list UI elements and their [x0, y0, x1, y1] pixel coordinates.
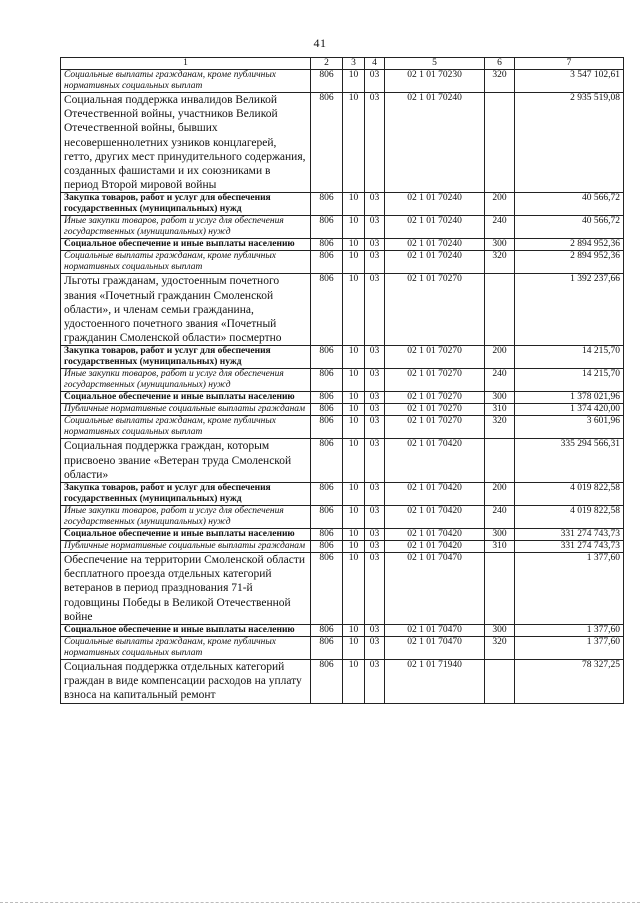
ministry-code: 806 — [311, 541, 343, 553]
target-article-code: 02 1 01 70420 — [385, 483, 485, 506]
table-row — [61, 483, 624, 506]
amount: 331 274 743,73 — [515, 541, 624, 553]
amount: 335 294 566,31 — [515, 439, 624, 483]
section-code: 10 — [343, 506, 365, 529]
item-name: Льготы гражданам, удостоенным почетного звания «Почетный гражданин Смоленской области», и членам семьи гражданина, удостоенного почетного звания «Почетный гражданин Смоленской области» посмертно — [61, 274, 311, 346]
table-row — [61, 216, 624, 239]
expense-type-code: 200 — [485, 483, 515, 506]
item-name: Социальное обеспечение и иные выплаты населению — [61, 625, 311, 637]
header-col-3: 3 — [343, 58, 365, 70]
header-col-4: 4 — [365, 58, 385, 70]
section-code: 10 — [343, 439, 365, 483]
amount: 3 547 102,61 — [515, 70, 624, 93]
table-row — [61, 439, 624, 483]
subsection-code: 03 — [365, 637, 385, 660]
scan-edge — [0, 898, 640, 903]
item-name: Публичные нормативные социальные выплаты гражданам — [61, 541, 311, 553]
table-row — [61, 541, 624, 553]
header-col-5: 5 — [385, 58, 485, 70]
table-row — [61, 529, 624, 541]
table-row — [61, 392, 624, 404]
subsection-code: 03 — [365, 625, 385, 637]
ministry-code: 806 — [311, 346, 343, 369]
expense-type-code: 300 — [485, 529, 515, 541]
table-row — [61, 274, 624, 346]
subsection-code: 03 — [365, 93, 385, 193]
item-name: Обеспечение на территории Смоленской области бесплатного проезда отдельных категорий ветеранов в период празднования 71-й годовщины Победы в Великой Отечественной войне — [61, 553, 311, 625]
target-article-code: 02 1 01 70240 — [385, 239, 485, 251]
ministry-code: 806 — [311, 439, 343, 483]
target-article-code: 02 1 01 70270 — [385, 416, 485, 439]
target-article-code: 02 1 01 70240 — [385, 216, 485, 239]
amount: 2 894 952,36 — [515, 251, 624, 274]
section-code: 10 — [343, 93, 365, 193]
target-article-code: 02 1 01 70240 — [385, 93, 485, 193]
section-code: 10 — [343, 392, 365, 404]
header-col-2: 2 — [311, 58, 343, 70]
section-code: 10 — [343, 251, 365, 274]
expense-type-code: 300 — [485, 625, 515, 637]
item-name: Социальное обеспечение и иные выплаты населению — [61, 239, 311, 251]
section-code: 10 — [343, 216, 365, 239]
budget-table — [60, 57, 624, 704]
ministry-code: 806 — [311, 274, 343, 346]
expense-type-code: 240 — [485, 216, 515, 239]
expense-type-code: 240 — [485, 506, 515, 529]
subsection-code: 03 — [365, 369, 385, 392]
section-code: 10 — [343, 346, 365, 369]
section-code: 10 — [343, 70, 365, 93]
target-article-code: 02 1 01 70270 — [385, 392, 485, 404]
table-row — [61, 506, 624, 529]
target-article-code: 02 1 01 70230 — [385, 70, 485, 93]
page-number: 41 — [313, 36, 327, 50]
amount: 4 019 822,58 — [515, 506, 624, 529]
amount: 1 374 420,00 — [515, 404, 624, 416]
table-row — [61, 369, 624, 392]
ministry-code: 806 — [311, 216, 343, 239]
target-article-code: 02 1 01 70240 — [385, 251, 485, 274]
section-code: 10 — [343, 483, 365, 506]
target-article-code: 02 1 01 70420 — [385, 541, 485, 553]
ministry-code: 806 — [311, 392, 343, 404]
item-name: Социальные выплаты гражданам, кроме публичных нормативных социальных выплат — [61, 251, 311, 274]
section-code: 10 — [343, 274, 365, 346]
section-code: 10 — [343, 660, 365, 704]
ministry-code: 806 — [311, 553, 343, 625]
amount: 2 935 519,08 — [515, 93, 624, 193]
subsection-code: 03 — [365, 239, 385, 251]
amount: 40 566,72 — [515, 193, 624, 216]
section-code: 10 — [343, 416, 365, 439]
item-name: Социальное обеспечение и иные выплаты населению — [61, 529, 311, 541]
table-row — [61, 93, 624, 193]
table-row — [61, 660, 624, 704]
amount: 1 377,60 — [515, 637, 624, 660]
subsection-code: 03 — [365, 346, 385, 369]
subsection-code: 03 — [365, 553, 385, 625]
section-code: 10 — [343, 404, 365, 416]
target-article-code: 02 1 01 70420 — [385, 439, 485, 483]
header-row — [61, 58, 624, 70]
ministry-code: 806 — [311, 625, 343, 637]
expense-type-code: 320 — [485, 416, 515, 439]
item-name: Социальная поддержка отдельных категорий граждан в виде компенсации расходов на уплату взноса на капитальный ремонт — [61, 660, 311, 704]
item-name: Социальная поддержка инвалидов Великой Отечественной войны, участников Великой Отечественной войны, бывших несовершеннолетних узников концлагерей, гетто, других мест принудительного содержания, созданных фашистами и их союзниками в период Второй мировой войны — [61, 93, 311, 193]
amount: 4 019 822,58 — [515, 483, 624, 506]
target-article-code: 02 1 01 70470 — [385, 553, 485, 625]
expense-type-code: 310 — [485, 541, 515, 553]
expense-type-code — [485, 93, 515, 193]
section-code: 10 — [343, 553, 365, 625]
table-row — [61, 637, 624, 660]
ministry-code: 806 — [311, 93, 343, 193]
subsection-code: 03 — [365, 193, 385, 216]
subsection-code: 03 — [365, 251, 385, 274]
amount: 1 392 237,66 — [515, 274, 624, 346]
ministry-code: 806 — [311, 416, 343, 439]
amount: 3 601,96 — [515, 416, 624, 439]
item-name: Закупка товаров, работ и услуг для обеспечения государственных (муниципальных) нужд — [61, 483, 311, 506]
subsection-code: 03 — [365, 392, 385, 404]
amount: 78 327,25 — [515, 660, 624, 704]
subsection-code: 03 — [365, 70, 385, 93]
target-article-code: 02 1 01 70420 — [385, 506, 485, 529]
target-article-code: 02 1 01 70270 — [385, 274, 485, 346]
amount: 1 378 021,96 — [515, 392, 624, 404]
subsection-code: 03 — [365, 529, 385, 541]
subsection-code: 03 — [365, 404, 385, 416]
item-name: Социальное обеспечение и иные выплаты населению — [61, 392, 311, 404]
section-code: 10 — [343, 369, 365, 392]
subsection-code: 03 — [365, 506, 385, 529]
header-col-6: 6 — [485, 58, 515, 70]
expense-type-code: 300 — [485, 239, 515, 251]
item-name: Иные закупки товаров, работ и услуг для обеспечения государственных (муниципальных) нужд — [61, 216, 311, 239]
amount: 14 215,70 — [515, 346, 624, 369]
ministry-code: 806 — [311, 404, 343, 416]
table-body — [61, 70, 624, 704]
amount: 14 215,70 — [515, 369, 624, 392]
ministry-code: 806 — [311, 529, 343, 541]
item-name: Закупка товаров, работ и услуг для обеспечения государственных (муниципальных) нужд — [61, 346, 311, 369]
item-name: Социальные выплаты гражданам, кроме публичных нормативных социальных выплат — [61, 70, 311, 93]
target-article-code: 02 1 01 70270 — [385, 346, 485, 369]
target-article-code: 02 1 01 70470 — [385, 637, 485, 660]
expense-type-code: 320 — [485, 251, 515, 274]
expense-type-code — [485, 553, 515, 625]
item-name: Иные закупки товаров, работ и услуг для обеспечения государственных (муниципальных) нужд — [61, 369, 311, 392]
ministry-code: 806 — [311, 193, 343, 216]
table-row — [61, 251, 624, 274]
item-name: Социальные выплаты гражданам, кроме публичных нормативных социальных выплат — [61, 416, 311, 439]
subsection-code: 03 — [365, 439, 385, 483]
subsection-code: 03 — [365, 660, 385, 704]
expense-type-code: 200 — [485, 193, 515, 216]
ministry-code: 806 — [311, 70, 343, 93]
ministry-code: 806 — [311, 483, 343, 506]
target-article-code: 02 1 01 70420 — [385, 529, 485, 541]
subsection-code: 03 — [365, 216, 385, 239]
expense-type-code: 320 — [485, 70, 515, 93]
expense-type-code: 310 — [485, 404, 515, 416]
amount: 1 377,60 — [515, 553, 624, 625]
table-row — [61, 625, 624, 637]
item-name: Социальная поддержка граждан, которым присвоено звание «Ветеран труда Смоленской области» — [61, 439, 311, 483]
section-code: 10 — [343, 637, 365, 660]
section-code: 10 — [343, 625, 365, 637]
expense-type-code — [485, 274, 515, 346]
table-row — [61, 70, 624, 93]
ministry-code: 806 — [311, 251, 343, 274]
target-article-code: 02 1 01 70270 — [385, 369, 485, 392]
item-name: Закупка товаров, работ и услуг для обеспечения государственных (муниципальных) нужд — [61, 193, 311, 216]
subsection-code: 03 — [365, 274, 385, 346]
table-row — [61, 404, 624, 416]
amount: 331 274 743,73 — [515, 529, 624, 541]
section-code: 10 — [343, 239, 365, 251]
ministry-code: 806 — [311, 637, 343, 660]
expense-type-code — [485, 439, 515, 483]
expense-type-code: 200 — [485, 346, 515, 369]
amount: 1 377,60 — [515, 625, 624, 637]
item-name: Публичные нормативные социальные выплаты гражданам — [61, 404, 311, 416]
amount: 2 894 952,36 — [515, 239, 624, 251]
amount: 40 566,72 — [515, 216, 624, 239]
ministry-code: 806 — [311, 506, 343, 529]
subsection-code: 03 — [365, 541, 385, 553]
item-name: Иные закупки товаров, работ и услуг для обеспечения государственных (муниципальных) нужд — [61, 506, 311, 529]
expense-type-code: 300 — [485, 392, 515, 404]
table-row — [61, 239, 624, 251]
ministry-code: 806 — [311, 660, 343, 704]
expense-type-code: 320 — [485, 637, 515, 660]
subsection-code: 03 — [365, 483, 385, 506]
header-col-1: 1 — [61, 58, 311, 70]
section-code: 10 — [343, 541, 365, 553]
subsection-code: 03 — [365, 416, 385, 439]
table-row — [61, 346, 624, 369]
ministry-code: 806 — [311, 239, 343, 251]
header-col-7: 7 — [515, 58, 624, 70]
section-code: 10 — [343, 529, 365, 541]
target-article-code: 02 1 01 70470 — [385, 625, 485, 637]
expense-type-code: 240 — [485, 369, 515, 392]
table-row — [61, 416, 624, 439]
target-article-code: 02 1 01 70270 — [385, 404, 485, 416]
target-article-code: 02 1 01 71940 — [385, 660, 485, 704]
section-code: 10 — [343, 193, 365, 216]
expense-type-code — [485, 660, 515, 704]
table-row — [61, 193, 624, 216]
table-row — [61, 553, 624, 625]
item-name: Социальные выплаты гражданам, кроме публичных нормативных социальных выплат — [61, 637, 311, 660]
target-article-code: 02 1 01 70240 — [385, 193, 485, 216]
ministry-code: 806 — [311, 369, 343, 392]
